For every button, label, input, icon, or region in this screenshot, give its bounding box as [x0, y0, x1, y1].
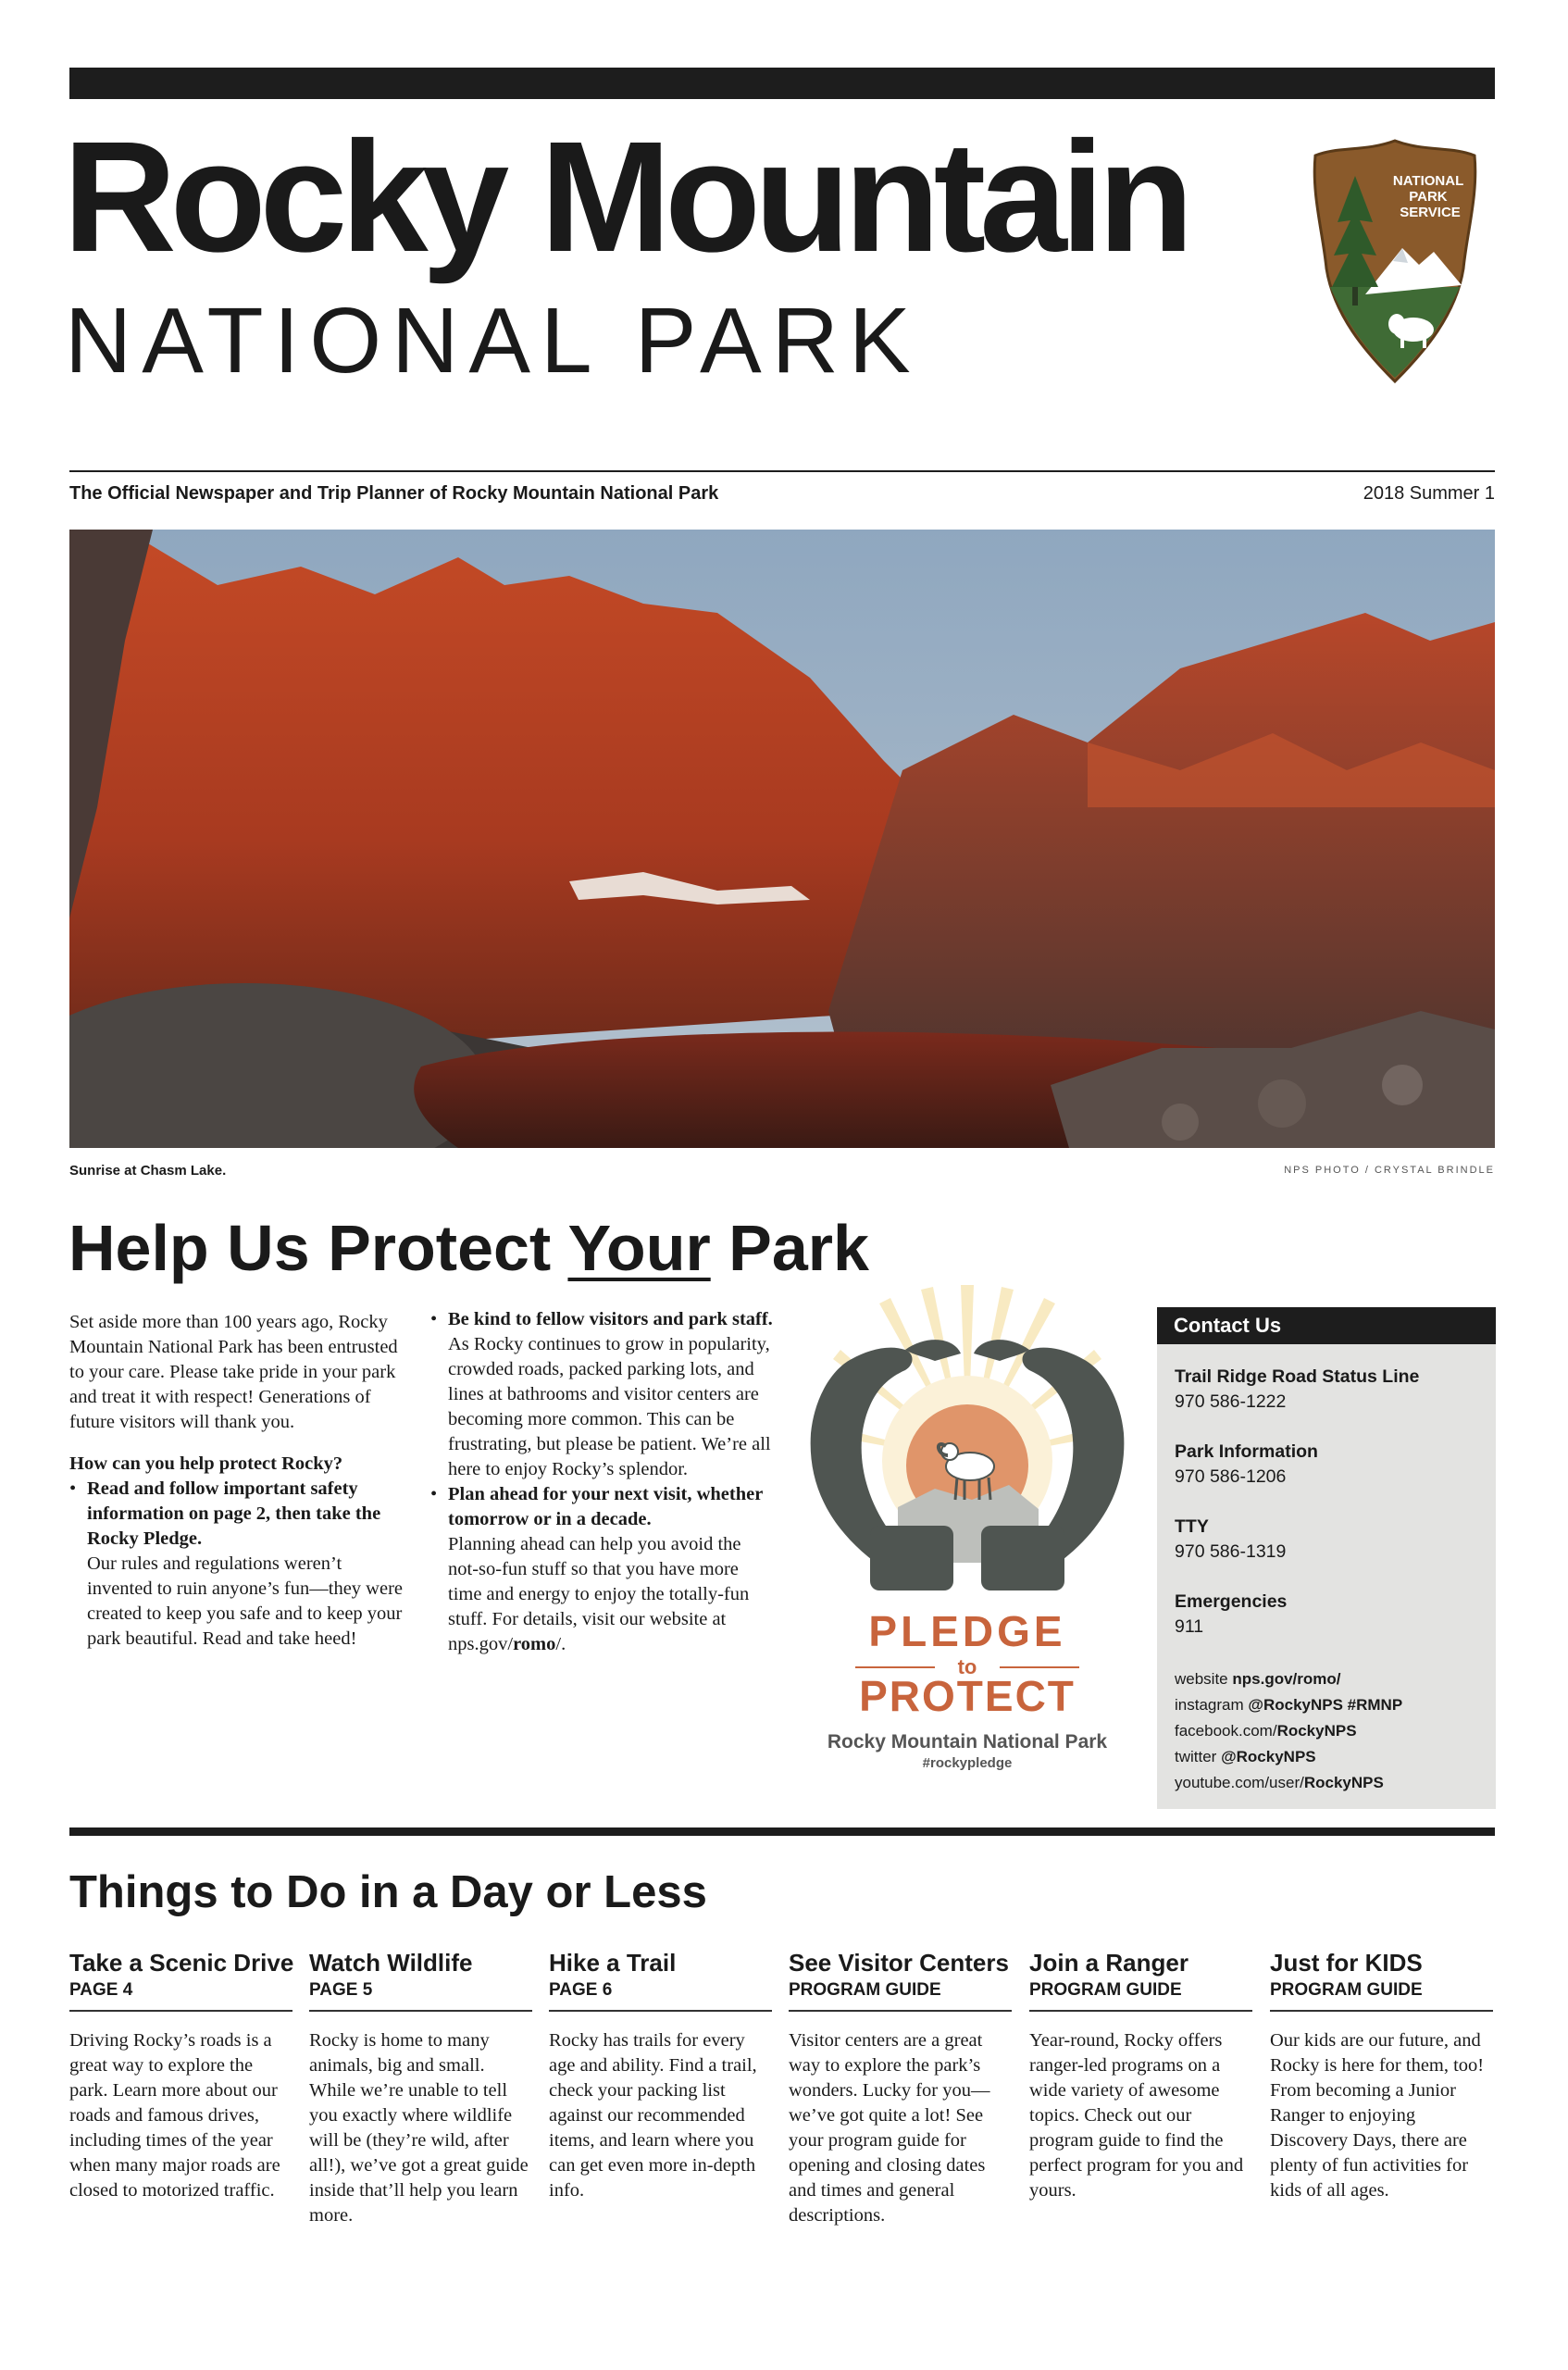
contact-youtube-link[interactable] — [1175, 1770, 1489, 1796]
activity-title: Just for KIDS — [1270, 1949, 1423, 1977]
protect-bullet-3-link-bold: romo — [513, 1634, 556, 1654]
protect-bullet-1-text: Our rules and regulations weren’t invented to ruin anyone’s fun—they were created to keep you safe and to keep your park beautiful. Read and take heed! — [87, 1553, 404, 1649]
activity-page-ref: PROGRAM GUIDE — [1029, 1979, 1182, 2000]
contact-facebook-handle: RockyNPS — [1276, 1722, 1357, 1740]
nps-logo-line-1: NATIONAL — [1392, 173, 1463, 189]
photo-caption: Sunrise at Chasm Lake. — [69, 1163, 227, 1179]
contact-website-link[interactable] — [1175, 1666, 1489, 1692]
activity-description: Driving Rocky’s roads is a great way to explore the park. Learn more about our roads and famous drives, including times of the year when many major roads are closed to motorized traffic. — [69, 2029, 280, 2201]
contact-emergencies-phone[interactable]: 911 — [1175, 1616, 1204, 1637]
protect-bullet-3-text — [448, 1532, 773, 1657]
nps-logo-line-2: PARK — [1409, 189, 1448, 205]
activity-kids — [1270, 1950, 1493, 2203]
activity-rule — [789, 2010, 1012, 2012]
activity-title: Hike a Trail — [549, 1949, 677, 1977]
contact-youtube-prefix: youtube.com/user/ — [1175, 1774, 1304, 1791]
protect-intro: Set aside more than 100 years ago, Rocky Mountain National Park has been entrusted to your care. Please take pride in your park and treat it with respect! Generations of future visitors will thank you. — [69, 1312, 398, 1432]
protect-bullet-2 — [430, 1307, 773, 1482]
activity-watch-wildlife — [309, 1950, 532, 2228]
activity-page-ref: PROGRAM GUIDE — [1270, 1979, 1423, 2000]
protect-bullet-3-text-main: Planning ahead can help you avoid the not-so-fun stuff so that you have more time and energy to enjoy the totally-fun stuff. For details, visit our website at nps.gov/ — [448, 1534, 750, 1654]
activity-title: Join a Ranger — [1029, 1949, 1188, 1977]
activity-description: Rocky has trails for every age and ability. Find a trail, check your packing list against our recommended items, and learn where you can get even more in-depth info. — [549, 2029, 757, 2201]
activity-join-ranger — [1029, 1950, 1252, 2203]
contact-emergencies-label: Emergencies — [1175, 1591, 1288, 1612]
contact-youtube-handle: RockyNPS — [1303, 1774, 1384, 1791]
protect-headline — [68, 1213, 869, 1284]
activity-rule — [1029, 2010, 1252, 2012]
protect-bullet-3-text-end: /. — [555, 1634, 566, 1654]
pledge-hashtag: #rockypledge — [922, 1755, 1013, 1771]
contact-twitter-prefix: twitter — [1175, 1748, 1222, 1765]
contact-park-info — [1175, 1440, 1489, 1490]
contact-website-url: nps.gov/romo/ — [1232, 1670, 1341, 1688]
contact-trail-ridge — [1175, 1365, 1489, 1415]
pledge-word-1: PLEDGE — [868, 1607, 1066, 1655]
contact-tty-label: TTY — [1175, 1516, 1209, 1537]
protect-bullet-2-heading: Be kind to fellow visitors and park staff. — [448, 1309, 773, 1329]
photo-credit: NPS PHOTO / CRYSTAL BRINDLE — [1284, 1165, 1495, 1176]
activity-description: Our kids are our future, and Rocky is here for them, too! From becoming a Junior Ranger to enjoying Discovery Days, there are plenty of fun activities for kids of all ages. — [1270, 2029, 1485, 2201]
protect-headline-emphasis: Your — [567, 1212, 711, 1284]
section-divider — [69, 1827, 1495, 1836]
contact-instagram-prefix: instagram — [1175, 1696, 1249, 1714]
activity-rule — [69, 2010, 292, 2012]
activity-visitor-centers — [789, 1950, 1012, 2228]
contact-web-links — [1175, 1666, 1489, 1796]
masthead-subtitle: NATIONAL PARK — [65, 289, 921, 393]
masthead-divider — [69, 470, 1495, 472]
masthead-title: Rocky Mountain — [63, 109, 1188, 285]
hero-photo-chasm-lake — [69, 530, 1495, 1148]
contact-instagram-handle: @RockyNPS #RMNP — [1248, 1696, 1403, 1714]
nps-arrowhead-logo — [1310, 139, 1481, 384]
activity-description: Visitor centers are a great way to explore the park’s wonders. Lucky for you—we’ve got quite a lot! See your program guide for opening and closing dates and times and general descriptions. — [789, 2029, 990, 2226]
protect-bullet-2-text: As Rocky continues to grow in popularity, crowded roads, packed parking lots, and lines at bathrooms and visitor centers are becoming more common. This can be frustrating, but please be patient. We’re all here to enjoy Rocky’s splendor. — [448, 1334, 771, 1479]
contact-trail-ridge-label: Trail Ridge Road Status Line — [1175, 1366, 1420, 1387]
pledge-word-3: PROTECT — [859, 1672, 1076, 1720]
nps-logo-line-3: SERVICE — [1400, 205, 1461, 220]
protect-bullet-list-2 — [430, 1307, 773, 1657]
contact-park-info-label: Park Information — [1175, 1441, 1318, 1462]
issue-label: 2018 Summer 1 — [1363, 483, 1495, 504]
activity-rule — [309, 2010, 532, 2012]
pledge-park-name: Rocky Mountain National Park — [827, 1731, 1108, 1753]
activity-page-ref: PAGE 6 — [549, 1979, 613, 2000]
activity-page-ref: PAGE 4 — [69, 1979, 133, 2000]
newspaper-tagline: The Official Newspaper and Trip Planner of Rocky Mountain National Park — [69, 483, 719, 504]
contact-us-box — [1157, 1307, 1496, 1809]
protect-bullet-list-1 — [69, 1477, 403, 1652]
protect-bullet-1 — [69, 1477, 403, 1652]
top-rule-bar — [69, 68, 1495, 99]
activity-title: Take a Scenic Drive — [69, 1949, 294, 1977]
activity-page-ref: PROGRAM GUIDE — [789, 1979, 941, 2000]
contact-emergencies — [1175, 1590, 1489, 1640]
contact-tty-phone[interactable]: 970 586-1319 — [1175, 1541, 1287, 1562]
activity-title: See Visitor Centers — [789, 1949, 1009, 1977]
contact-facebook-prefix: facebook.com/ — [1175, 1722, 1277, 1740]
protect-bullet-3-heading: Plan ahead for your next visit, whether tomorrow or in a decade. — [448, 1484, 763, 1529]
contact-park-info-phone[interactable]: 970 586-1206 — [1175, 1466, 1287, 1487]
protect-bullet-1-heading: Read and follow important safety information on page 2, then take the Rocky Pledge. — [87, 1478, 381, 1549]
activity-rule — [1270, 2010, 1493, 2012]
protect-headline-part-1: Help Us Protect — [68, 1212, 568, 1284]
activity-hike-trail — [549, 1950, 772, 2203]
contact-tty — [1175, 1515, 1489, 1565]
contact-twitter-handle: @RockyNPS — [1221, 1748, 1316, 1765]
activity-title: Watch Wildlife — [309, 1949, 473, 1977]
pledge-to-protect-logo — [796, 1257, 1139, 1776]
activity-scenic-drive — [69, 1950, 292, 2203]
protect-column-1 — [69, 1310, 403, 1652]
activity-description: Year-round, Rocky offers ranger-led programs on a wide variety of awesome topics. Check out our program guide to find the perfect program for you and yours. — [1029, 2029, 1244, 2201]
things-to-do-headline: Things to Do in a Day or Less — [69, 1867, 707, 1917]
contact-trail-ridge-phone[interactable]: 970 586-1222 — [1175, 1391, 1287, 1412]
contact-instagram-link[interactable] — [1175, 1692, 1489, 1718]
protect-question: How can you help protect Rocky? — [69, 1453, 343, 1474]
protect-headline-part-2: Park — [710, 1212, 869, 1284]
activity-rule — [549, 2010, 772, 2012]
contact-header: Contact Us — [1157, 1307, 1496, 1344]
activity-page-ref: PAGE 5 — [309, 1979, 373, 2000]
contact-facebook-link[interactable] — [1175, 1718, 1489, 1744]
contact-website-prefix: website — [1175, 1670, 1233, 1688]
pledge-word-2: to — [957, 1655, 977, 1678]
activity-description: Rocky is home to many animals, big and small. While we’re unable to tell you exactly where wildlife will be (they’re wild, after all!), we’ve got a great guide inside that’ll help you learn more. — [309, 2029, 529, 2226]
protect-column-2 — [430, 1307, 773, 1657]
contact-twitter-link[interactable] — [1175, 1744, 1489, 1770]
protect-bullet-3 — [430, 1482, 773, 1657]
